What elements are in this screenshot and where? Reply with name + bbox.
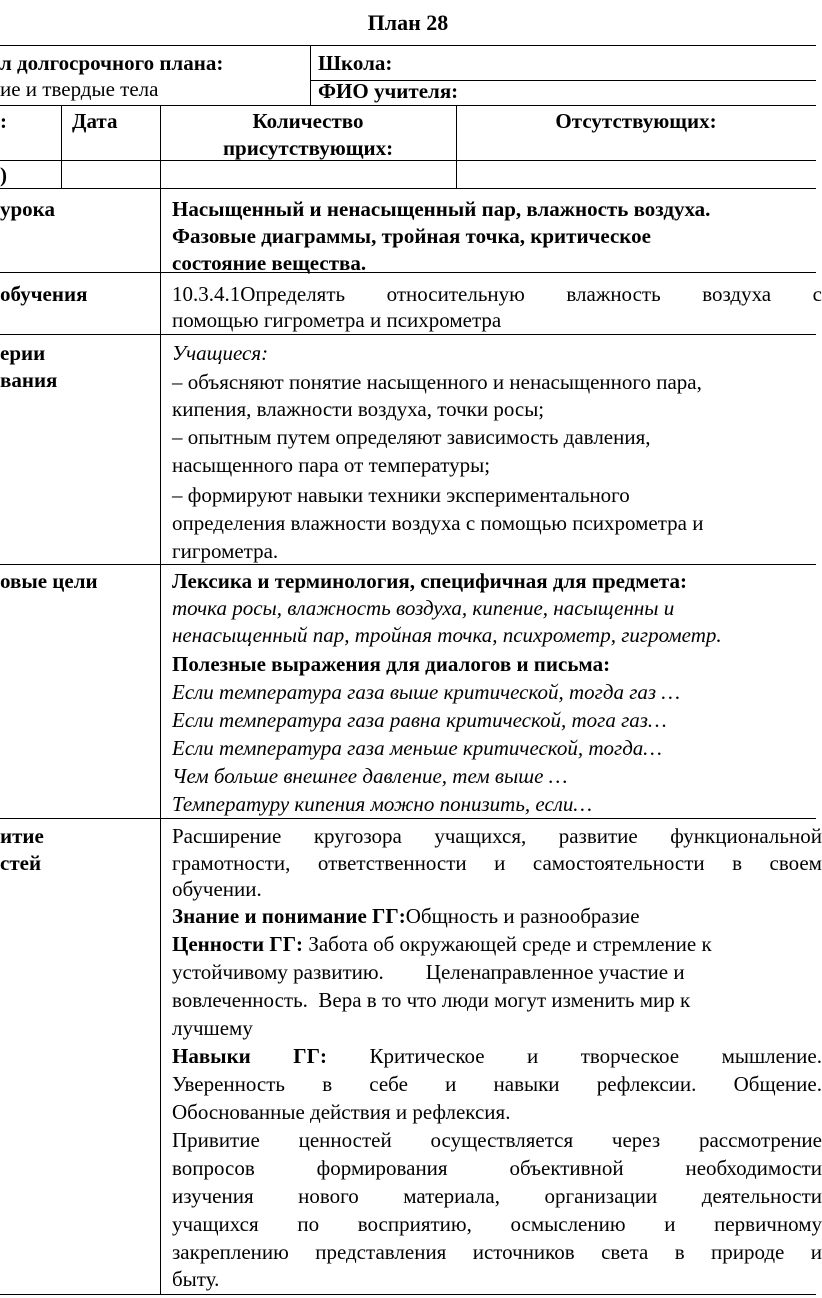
word: формирования xyxy=(316,1156,448,1180)
word: кругозора xyxy=(313,824,402,848)
word: функциональной xyxy=(670,824,822,848)
objective-line xyxy=(172,281,822,308)
topic-line: Насыщенный и ненасыщенный пар, влажность воздуха. xyxy=(172,197,711,221)
section-value: ие и твердые тела xyxy=(0,77,159,101)
word: через xyxy=(611,1128,661,1152)
phrase-line: Чем больше внешнее давление, тем выше … xyxy=(172,764,568,788)
word: в xyxy=(674,1240,685,1264)
row-divider xyxy=(0,818,816,819)
criteria-line: – опытным путем определяют зависимость давления, xyxy=(172,425,651,449)
word: нового xyxy=(298,1184,359,1208)
row-divider xyxy=(0,188,816,189)
word: и xyxy=(664,1212,676,1236)
knowledge-value: Общность и разнообразие xyxy=(405,904,640,928)
objectives-label: обучения xyxy=(0,282,88,306)
word: самостоятельности xyxy=(532,851,705,875)
word: по xyxy=(297,1212,320,1236)
values-para2-line: быту. xyxy=(172,1267,220,1291)
class-label: : xyxy=(0,109,7,133)
word: осмыслению xyxy=(510,1212,626,1236)
row-divider xyxy=(0,334,816,335)
absent-label: Отсутствующих: xyxy=(555,109,717,133)
values-gg-text: Забота об окружающей среде и стремление к xyxy=(303,932,712,956)
values-line: лучшему xyxy=(172,1016,253,1040)
objective-word: с xyxy=(812,282,822,306)
word: Расширение xyxy=(172,824,282,848)
word: Привитие xyxy=(172,1128,260,1152)
present-label-2: присутствующих: xyxy=(222,136,394,160)
word: осуществляется xyxy=(430,1128,574,1152)
word: и xyxy=(527,1044,539,1068)
word: грамотности, xyxy=(172,851,291,875)
word: себе xyxy=(369,1072,408,1096)
word: представления xyxy=(315,1240,447,1264)
word: и xyxy=(494,851,506,875)
criteria-intro: Учащиеся: xyxy=(172,341,269,365)
language-label: овые цели xyxy=(0,569,98,593)
vocab-line: ненасыщенный пар, тройная точка, психрометр, гигрометр. xyxy=(172,623,722,647)
word: вопросов xyxy=(172,1156,255,1180)
word: света xyxy=(601,1240,649,1264)
knowledge-line xyxy=(172,903,640,930)
row-divider xyxy=(0,564,816,565)
criteria-line: кипения, влажности воздуха, точки росы; xyxy=(172,397,545,421)
values-para2-line xyxy=(172,1183,822,1210)
word: в xyxy=(322,1072,333,1096)
column-divider xyxy=(310,45,311,105)
values-line: устойчивому развитию. Целенаправленное участие и xyxy=(172,960,685,984)
word: необходимости xyxy=(685,1156,822,1180)
criteria-line: – объясняют понятие насыщенного и ненасыщенного пара, xyxy=(172,370,702,394)
word: материала, xyxy=(403,1184,500,1208)
values-para-line: обучении. xyxy=(172,877,262,901)
word: и xyxy=(445,1072,457,1096)
section-label: л долгосрочного плана: xyxy=(0,51,224,75)
phrase-line: Если температура газа меньше критической, тогда… xyxy=(172,736,662,760)
objective-word: относительную xyxy=(386,282,525,306)
word: ценностей xyxy=(298,1128,392,1152)
word: своем xyxy=(769,851,822,875)
criteria-line: – формируют навыки техники экспериментального xyxy=(172,483,630,507)
skills-line xyxy=(172,1071,822,1098)
skills-line xyxy=(172,1043,822,1070)
word: деятельности xyxy=(701,1184,822,1208)
row-divider xyxy=(0,272,816,273)
column-divider xyxy=(160,105,161,1294)
word: природе xyxy=(710,1240,785,1264)
vocab-heading: Лексика и терминология, специфичная для предмета: xyxy=(172,569,687,593)
column-divider xyxy=(61,105,62,188)
topic-label: урока xyxy=(0,197,55,221)
criteria-label: ерии xyxy=(0,341,46,365)
row-divider xyxy=(0,105,816,106)
values-line xyxy=(172,931,712,958)
word: организации xyxy=(544,1184,658,1208)
page-title: План 28 xyxy=(367,10,449,35)
values-para2-line xyxy=(172,1155,822,1182)
skills-line: Обоснованные действия и рефлексия. xyxy=(172,1100,511,1124)
word: в xyxy=(732,851,743,875)
topic-line: Фазовые диаграммы, тройная точка, критическое xyxy=(172,224,651,248)
date-label: Дата xyxy=(72,109,118,133)
knowledge-label: Знание и понимание ГГ: xyxy=(172,904,406,928)
word: Общение. xyxy=(733,1072,822,1096)
values-label: итие xyxy=(0,824,44,848)
values-para-line xyxy=(172,850,822,877)
criteria-line: определения влажности воздуха с помощью психрометра и xyxy=(172,511,704,535)
values-line: вовлеченность. Вера в то что люди могут изменить мир к xyxy=(172,988,691,1012)
criteria-line: гигрометра. xyxy=(172,539,279,563)
word: восприятию, xyxy=(357,1212,472,1236)
table-bottom-border xyxy=(0,1294,816,1295)
word: мышление. xyxy=(721,1044,822,1068)
objective-word: воздуха xyxy=(702,282,772,306)
word: рефлексии. xyxy=(596,1072,697,1096)
criteria-label-2: вания xyxy=(0,368,58,392)
school-label: Школа: xyxy=(318,51,393,75)
values-gg-label: Ценности ГГ: xyxy=(172,932,304,956)
phrase-line: Если температура газа равна критической, тога газ… xyxy=(172,708,667,732)
word: источников xyxy=(472,1240,575,1264)
values-para-line xyxy=(172,823,822,850)
objective-line-2: помощью гигрометра и психрометра xyxy=(172,308,502,332)
present-label: Количество xyxy=(252,109,364,133)
skills-label: Навыки xyxy=(172,1044,251,1068)
objective-word: 10.3.4.1Определять xyxy=(172,282,346,306)
values-label-2: стей xyxy=(0,851,42,875)
phrase-line: Температуру кипения можно понизить, если… xyxy=(172,792,593,816)
values-para2-line xyxy=(172,1239,822,1266)
word: учащихся xyxy=(172,1212,259,1236)
class-value: ) xyxy=(0,163,7,187)
values-para2-line xyxy=(172,1127,822,1154)
word: учащихся, xyxy=(434,824,527,848)
word: Уверенность xyxy=(172,1072,286,1096)
word: и xyxy=(810,1240,822,1264)
vocab-line: точка росы, влажность воздуха, кипение, насыщенны и xyxy=(172,596,675,620)
word: ответственности xyxy=(317,851,467,875)
table-top-border xyxy=(0,45,816,46)
word: первичному xyxy=(714,1212,822,1236)
word: Критическое xyxy=(369,1044,485,1068)
phrase-line: Если температура газа выше критической, тогда газ … xyxy=(172,680,681,704)
word: закреплению xyxy=(172,1240,289,1264)
values-para2-line xyxy=(172,1211,822,1238)
word: развитие xyxy=(558,824,638,848)
phrases-heading: Полезные выражения для диалогов и письма: xyxy=(172,652,611,676)
topic-line: состояние вещества. xyxy=(172,251,367,275)
word: объективной xyxy=(509,1156,624,1180)
word: творческое xyxy=(580,1044,680,1068)
teacher-label: ФИО учителя: xyxy=(318,79,459,103)
word: изучения xyxy=(172,1184,254,1208)
word: рассмотрение xyxy=(698,1128,822,1152)
skills-label: ГГ: xyxy=(293,1044,327,1068)
objective-word: влажность xyxy=(566,282,661,306)
word: навыки xyxy=(493,1072,560,1096)
criteria-line: насыщенного пара от температуры; xyxy=(172,453,491,477)
